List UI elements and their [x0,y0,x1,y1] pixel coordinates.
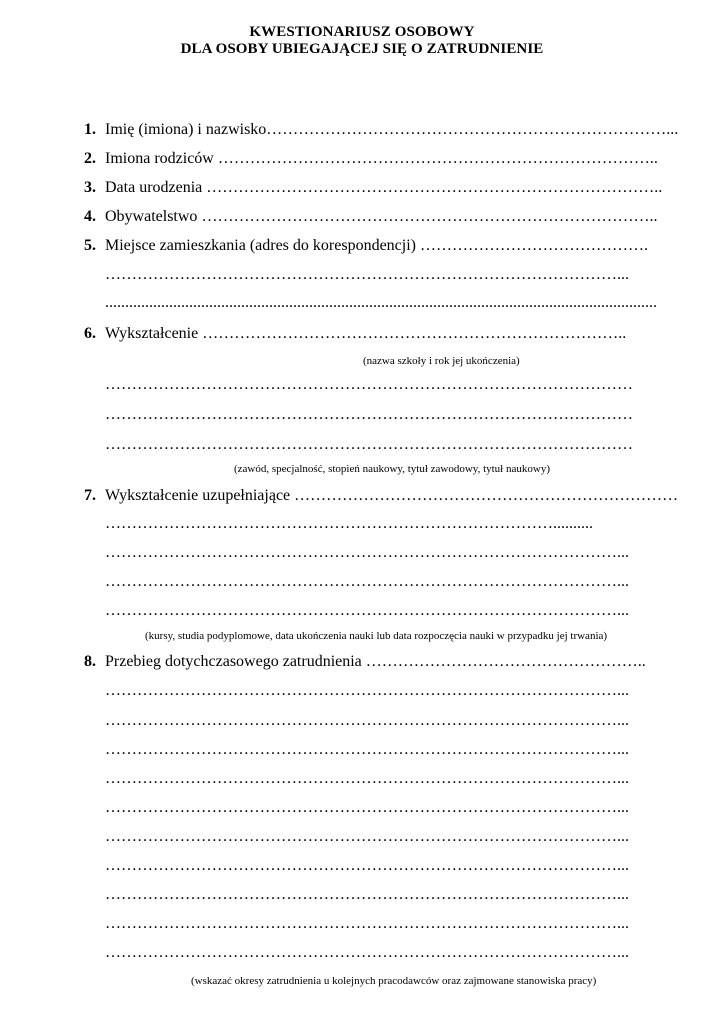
field-label: Imiona rodziców [105,150,214,167]
additional-education-line-4[interactable]: ……………………………………………………………………………………... [105,573,629,590]
field-citizenship-row[interactable] [84,206,702,228]
employment-line-6[interactable]: ……………………………………………………………………………………... [105,799,629,816]
field-label: Data urodzenia [105,179,203,196]
education-line-4[interactable]: ……………………………………………………………………………………… [105,436,633,453]
fill-in-dots[interactable]: …………………………………………………………………... [266,121,679,138]
employment-line-4[interactable]: ……………………………………………………………………………………... [105,741,629,758]
form-title-line1: KWESTIONARIUSZ OSOBOWY [249,24,475,40]
employment-line-5[interactable]: ……………………………………………………………………………………... [105,770,629,787]
field-label: Miejsce zamieszkania (adres do korespondencji) [105,237,416,254]
fill-in-dots[interactable]: ……………………………………………………………… [294,487,679,504]
field-label: Wykształcenie uzupełniające [105,487,291,504]
fill-in-dots[interactable]: …………………………………………….. [365,653,646,670]
field-number: 7. [84,487,96,504]
address-line-2[interactable]: ……………………………………………………………………………………... [105,266,629,283]
employment-line-3[interactable]: ……………………………………………………………………………………... [105,712,629,729]
field-education-row[interactable] [84,323,702,345]
additional-education-line-5[interactable]: ……………………………………………………………………………………... [105,602,629,619]
field-number: 6. [84,325,96,342]
field-address-row[interactable] [84,235,702,257]
fill-in-dots[interactable]: ……………………………………………………………………….. [217,150,658,167]
field-label: Imię (imiona) i nazwisko [105,121,267,138]
field-number: 2. [84,150,96,167]
education-school-caption: (nazwa szkoły i rok jej ukończenia) [363,355,520,367]
field-additional-education-row[interactable] [84,485,702,507]
field-number: 1. [84,121,96,138]
field-birthdate-row[interactable] [84,177,702,199]
field-label: Wykształcenie [105,325,199,342]
additional-education-line-3[interactable]: ……………………………………………………………………………………... [105,544,629,561]
employment-line-9[interactable]: ……………………………………………………………………………………... [105,886,629,903]
employment-caption: (wskazać okresy zatrudnienia u kolejnych pracodawców oraz zajmowane stanowiska pracy) [191,975,597,987]
field-number: 4. [84,208,96,225]
employment-line-11[interactable]: ……………………………………………………………………………………... [105,944,629,961]
field-label: Obywatelstwo [105,208,198,225]
employment-line-10[interactable]: ……………………………………………………………………………………... [105,915,629,932]
field-number: 3. [84,179,96,196]
fill-in-dots[interactable]: …………………………………………………………………….. [202,325,627,342]
form-title-line2: DLA OSOBY UBIEGAJĄCEJ SIĘ O ZATRUDNIENIE [180,41,544,57]
field-label: Przebieg dotychczasowego zatrudnienia [105,653,362,670]
additional-education-line-2[interactable]: ………………………………………………………………………….......... [105,515,593,532]
education-line-3[interactable]: ……………………………………………………………………………………… [105,406,633,423]
fill-in-dots[interactable]: ………………………………………………………………………….. [201,208,658,225]
field-parents-row[interactable] [84,148,702,170]
fill-in-dots[interactable]: ………………………………………………………………………….. [206,179,663,196]
additional-education-caption: (kursy, studia podyplomowe, data ukończenia nauki lub data rozpoczęcia nauki w przypadku jej trwania) [145,630,608,642]
employment-line-7[interactable]: ……………………………………………………………………………………... [105,828,629,845]
field-number: 5. [84,237,96,254]
employment-line-2[interactable]: ……………………………………………………………………………………... [105,682,629,699]
address-line-3[interactable]: .......................................................................................................................................... [105,294,657,311]
education-line-2[interactable]: ……………………………………………………………………………………… [105,376,633,393]
field-employment-history-row[interactable] [84,651,702,673]
fill-in-dots[interactable]: ……………………………………. [419,237,648,254]
education-profession-caption: (zawód, specjalność, stopień naukowy, tytuł zawodowy, tytuł naukowy) [234,463,550,475]
field-name-row[interactable] [84,119,702,141]
employment-line-8[interactable]: ……………………………………………………………………………………... [105,857,629,874]
field-number: 8. [84,653,96,670]
